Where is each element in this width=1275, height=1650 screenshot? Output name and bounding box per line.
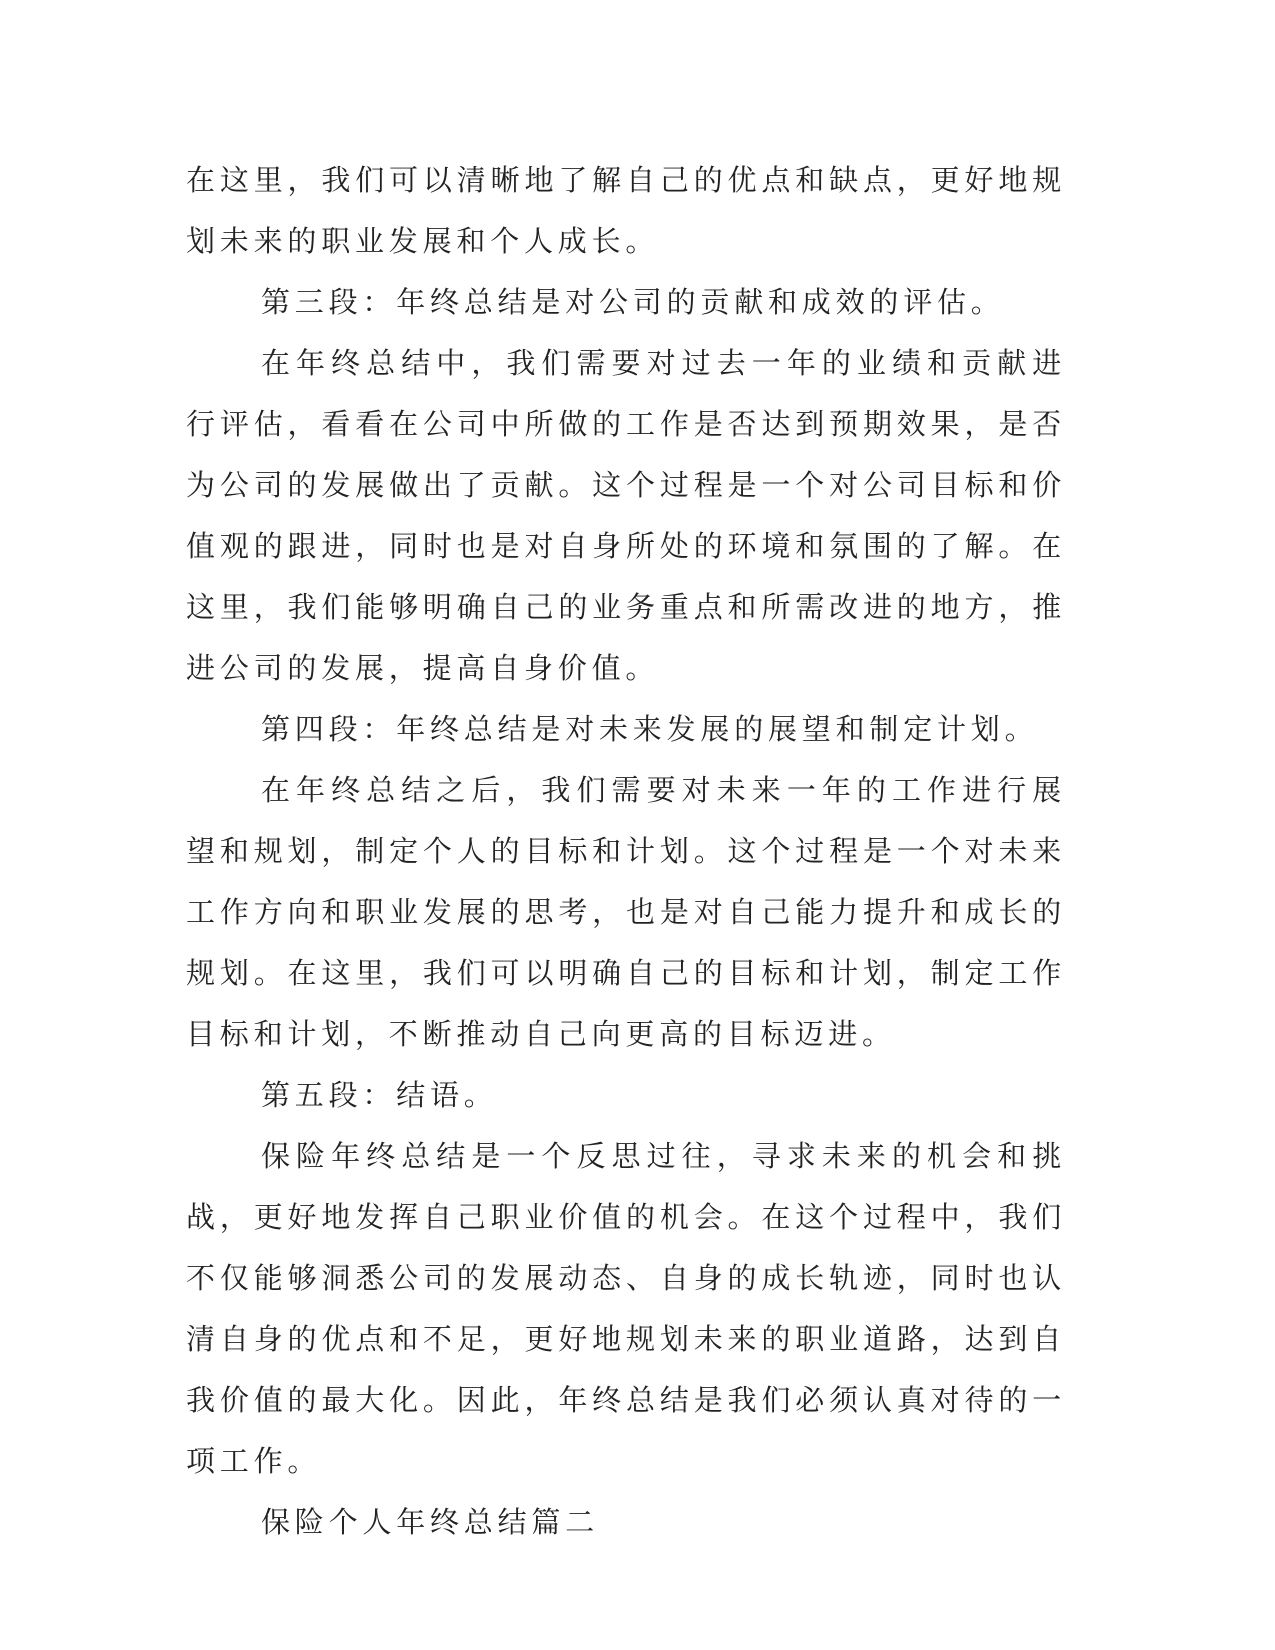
paragraph-section-5: 保险年终总结是一个反思过往，寻求未来的机会和挑战，更好地发挥自己职业价值的机会。在这个过程中，我们不仅能够洞悉公司的发展动态、自身的成长轨迹，同时也认清自身的优点和不足，更好地规划未来的职业道路，达到自我价值的最大化。因此，年终总结是我们必须认真对待的一项工作。 — [186, 1139, 1066, 1478]
section-heading-3: 第三段：年终总结是对公司的贡献和成效的评估。 — [261, 285, 1005, 319]
document-body — [186, 150, 1066, 1553]
paragraph-continuation: 在这里，我们可以清晰地了解自己的优点和缺点，更好地规划未来的职业发展和个人成长。 — [186, 163, 1066, 258]
section-heading-4: 第四段：年终总结是对未来发展的展望和制定计划。 — [261, 712, 1039, 746]
paragraph-section-4: 在年终总结之后，我们需要对未来一年的工作进行展望和规划，制定个人的目标和计划。这个过程是一个对未来工作方向和职业发展的思考，也是对自己能力提升和成长的规划。在这里，我们可以明确自己的目标和计划，制定工作目标和计划，不断推动自己向更高的目标迈进。 — [186, 773, 1066, 1051]
next-article-title: 保险个人年终总结篇二 — [261, 1505, 600, 1539]
section-heading-5: 第五段：结语。 — [261, 1078, 498, 1112]
paragraph-section-3: 在年终总结中，我们需要对过去一年的业绩和贡献进行评估，看看在公司中所做的工作是否达到预期效果，是否为公司的发展做出了贡献。这个过程是一个对公司目标和价值观的跟进，同时也是对自身所处的环境和氛围的了解。在这里，我们能够明确自己的业务重点和所需改进的地方，推进公司的发展，提高自身价值。 — [186, 346, 1066, 685]
